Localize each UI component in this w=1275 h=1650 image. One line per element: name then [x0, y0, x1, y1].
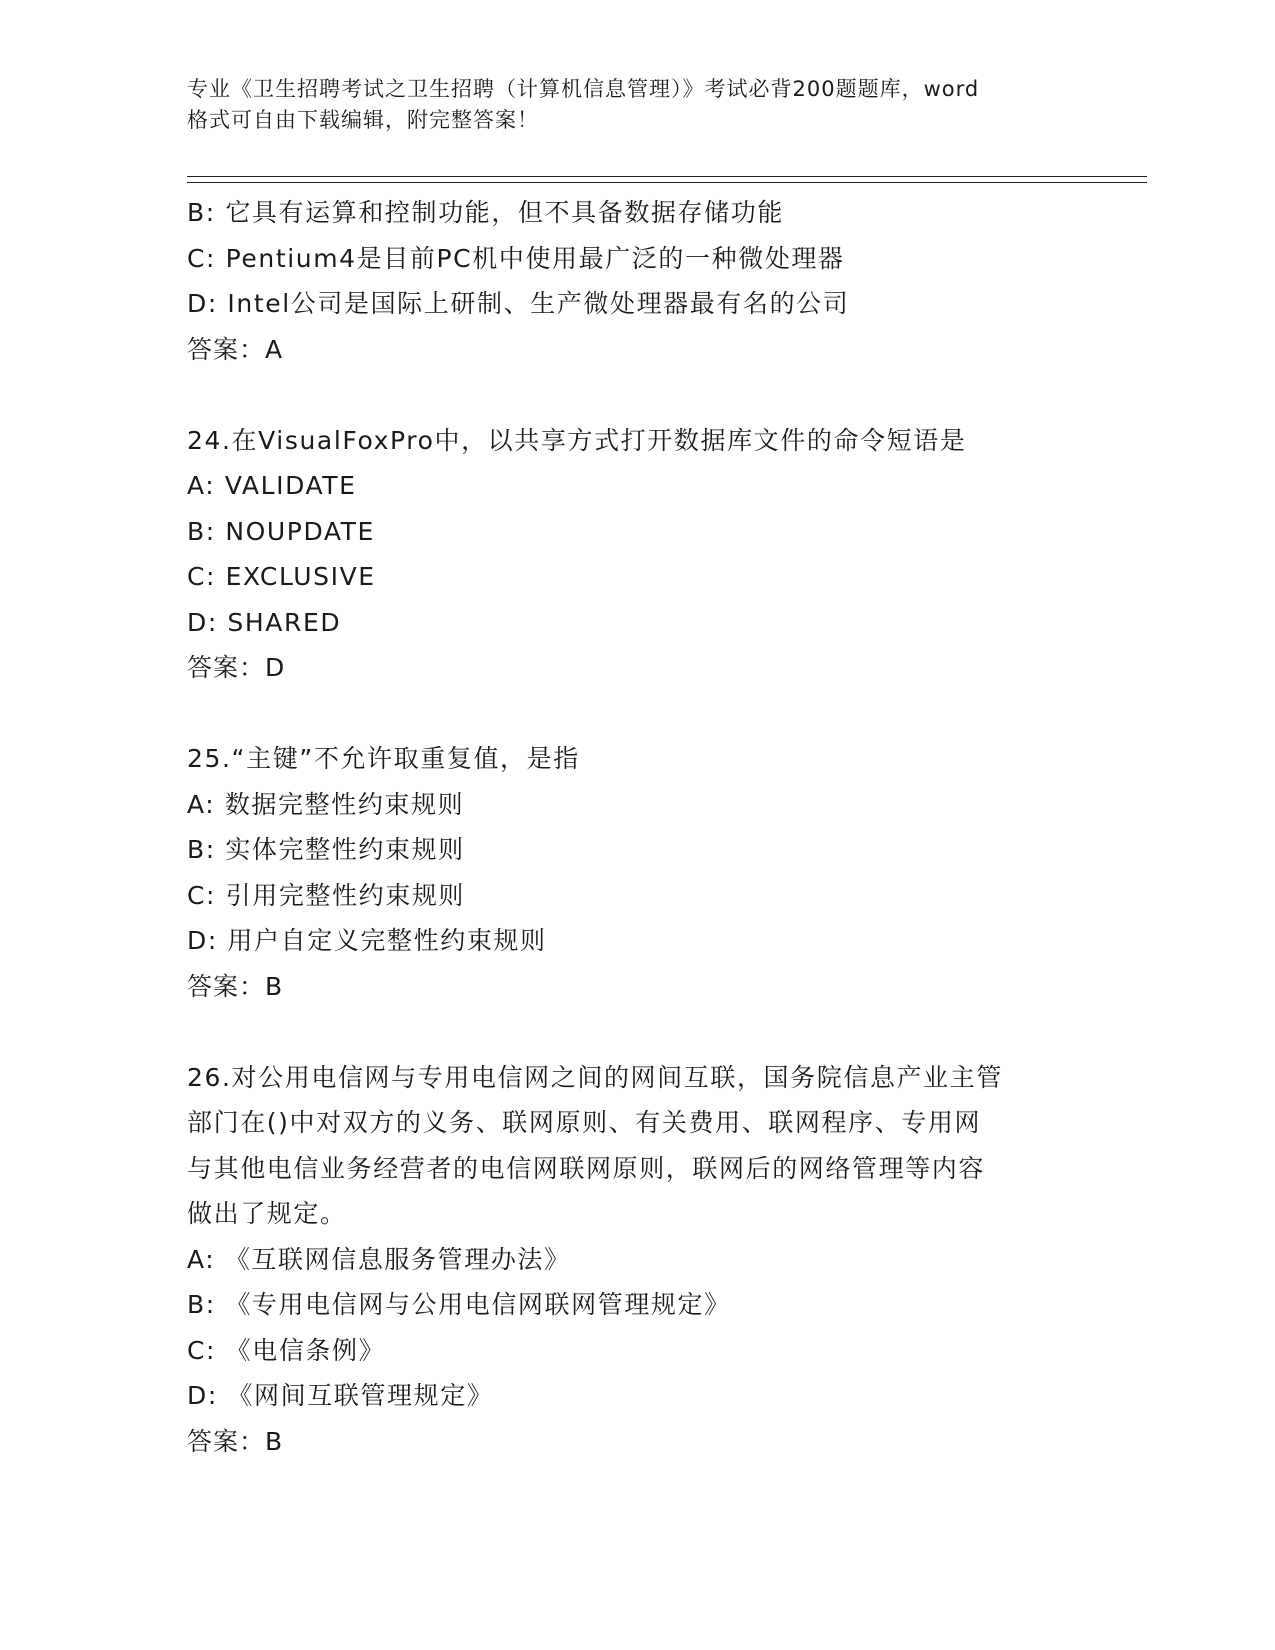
option-c: C: 引用完整性约束规则	[187, 880, 466, 910]
option-d: D: Intel公司是国际上研制、生产微处理器最有名的公司	[187, 289, 850, 318]
option-d: D: 《网间互联管理规定》	[187, 1381, 494, 1410]
partial-question	[187, 190, 1087, 372]
question-26	[187, 1055, 1087, 1465]
option-b: B: 实体完整性约束规则	[187, 835, 465, 864]
answer-line: 答案：B	[187, 971, 284, 1001]
answer-line: 答案：A	[187, 334, 284, 364]
header-divider-top	[187, 176, 1147, 177]
question-24	[187, 418, 1087, 691]
question-stem-line: 26.对公用电信网与专用电信网之间的网间互联，国务院信息产业主管	[187, 1062, 1003, 1092]
header-divider-bottom	[187, 182, 1147, 183]
option-a: A: 数据完整性约束规则	[187, 789, 465, 819]
option-a: A: 《互联网信息服务管理办法》	[187, 1244, 571, 1274]
option-a: A: VALIDATE	[187, 471, 357, 500]
question-content	[187, 190, 1087, 1464]
question-stem: 24.在VisualFoxPro中，以共享方式打开数据库文件的命令短语是	[187, 425, 967, 455]
question-stem: 25.“主键”不允许取重复值，是指	[187, 744, 580, 773]
answer-line: 答案：D	[187, 653, 286, 682]
question-stem-line: 做出了规定。	[187, 1199, 347, 1228]
option-c: C: EXCLUSIVE	[187, 562, 376, 591]
question-25	[187, 736, 1087, 1009]
answer-line: 答案：B	[187, 1426, 284, 1456]
option-c: C: 《电信条例》	[187, 1335, 386, 1365]
option-b: B: 它具有运算和控制功能，但不具备数据存储功能	[187, 198, 784, 227]
question-stem-line: 部门在()中对双方的义务、联网原则、有关费用、联网程序、专用网	[187, 1108, 982, 1137]
question-stem-line: 与其他电信业务经营者的电信网联网原则，联网后的网络管理等内容	[187, 1153, 986, 1183]
option-d: D: SHARED	[187, 607, 342, 637]
document-header: 专业《卫生招聘考试之卫生招聘（计算机信息管理）》考试必背200题题库，word 格式可自由下载编辑，附完整答案！	[187, 77, 980, 132]
option-b: B: 《专用电信网与公用电信网联网管理规定》	[187, 1290, 731, 1319]
option-b: B: NOUPDATE	[187, 516, 375, 546]
option-d: D: 用户自定义完整性约束规则	[187, 926, 547, 955]
option-c: C: Pentium4是目前PC机中使用最广泛的一种微处理器	[187, 243, 845, 273]
